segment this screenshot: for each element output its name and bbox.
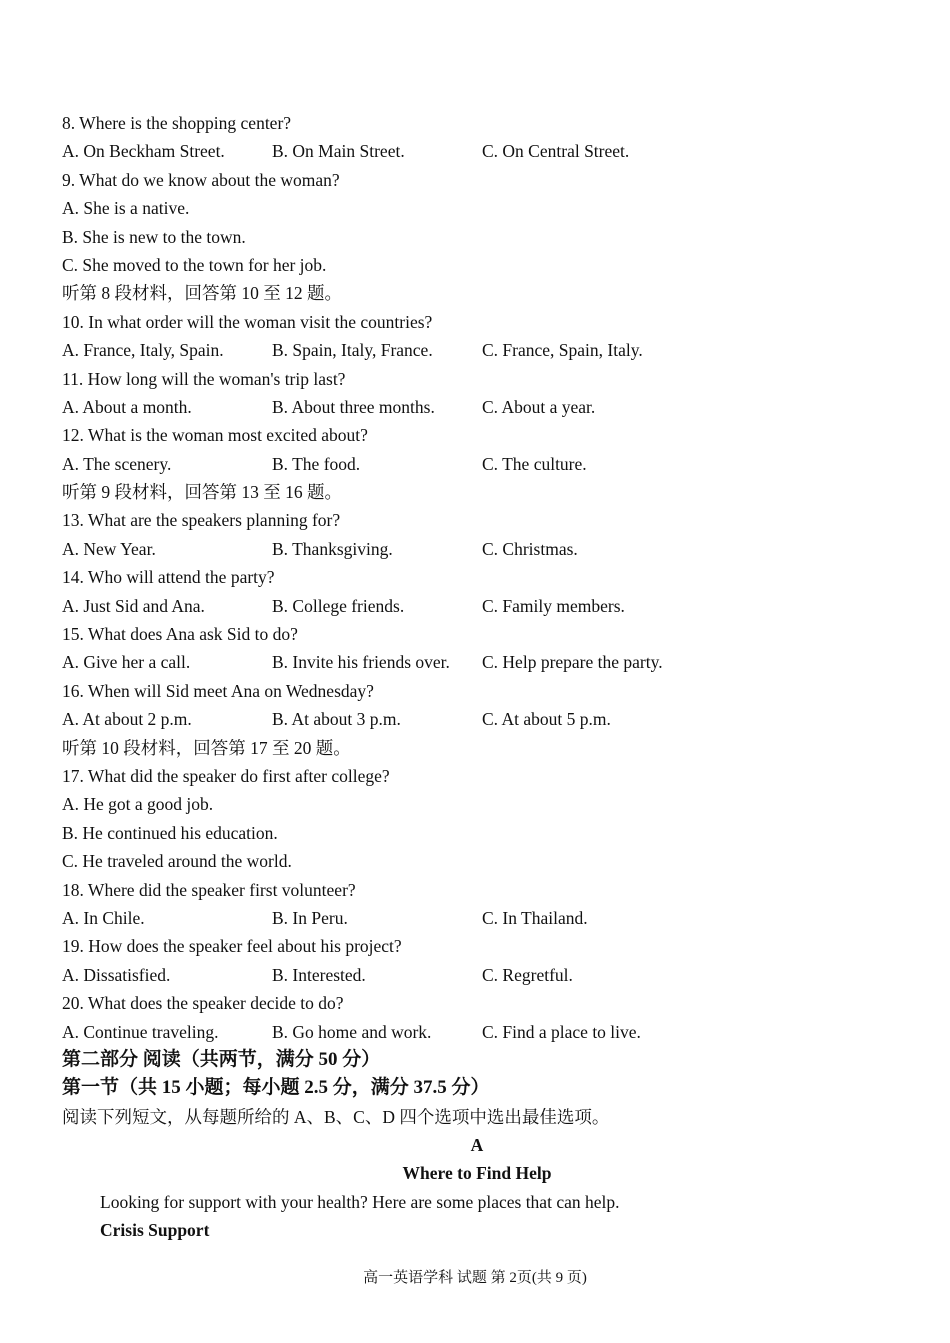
text-line: 20. What does the speaker decide to do? [62, 993, 344, 1014]
document-body [62, 109, 892, 1245]
option-b: B. About three months. [272, 396, 435, 417]
text-line: A. She is a native. [62, 198, 190, 219]
option-a: A. Just Sid and Ana. [62, 595, 205, 616]
option-c: C. Christmas. [482, 538, 578, 559]
text-line: 14. Who will attend the party? [62, 567, 275, 588]
option-b: B. In Peru. [272, 907, 348, 928]
option-c: C. About a year. [482, 396, 596, 417]
text-line: 18. Where did the speaker first volunteer? [62, 879, 356, 900]
text-line: 阅读下列短文，从每题所给的 A、B、C、D 四个选项中选出最佳选项。 [62, 1106, 610, 1127]
section-heading: 第一节（共 15 小题；每小题 2.5 分，满分 37.5 分） [62, 1077, 490, 1099]
text-line: C. She moved to the town for her job. [62, 254, 327, 275]
option-b: B. Interested. [272, 964, 366, 985]
option-c: C. France, Spain, Italy. [482, 340, 643, 361]
text-line: 15. What does Ana ask Sid to do? [62, 624, 298, 645]
option-a: A. France, Italy, Spain. [62, 340, 224, 361]
option-a: A. Continue traveling. [62, 1021, 219, 1042]
option-b: B. Go home and work. [272, 1021, 432, 1042]
option-c: C. At about 5 p.m. [482, 709, 611, 730]
section-heading: 第二部分 阅读（共两节，满分 50 分） [62, 1048, 381, 1070]
option-c: C. In Thailand. [482, 907, 588, 928]
option-c: C. Family members. [482, 595, 625, 616]
answer-options-row [62, 705, 892, 733]
text-line: 听第 10 段材料，回答第 17 至 20 题。 [62, 737, 351, 758]
option-c: C. The culture. [482, 453, 587, 474]
option-b: B. At about 3 p.m. [272, 709, 401, 730]
option-a: A. In Chile. [62, 907, 145, 928]
subheading: Crisis Support [100, 1220, 210, 1241]
text-line: 17. What did the speaker do first after college? [62, 765, 390, 786]
text-line: 9. What do we know about the woman? [62, 169, 340, 190]
text-line: B. She is new to the town. [62, 226, 246, 247]
option-c: C. Regretful. [482, 964, 573, 985]
option-a: A. About a month. [62, 396, 192, 417]
option-a: A. Dissatisfied. [62, 964, 171, 985]
option-a: A. The scenery. [62, 453, 172, 474]
page-footer: 高一英语学科 试题 第 2页(共 9 页) [363, 1270, 587, 1286]
answer-options-row [62, 535, 892, 563]
option-b: B. The food. [272, 453, 361, 474]
answer-options-row [62, 137, 892, 165]
option-a: A. On Beckham Street. [62, 141, 225, 162]
text-line: C. He traveled around the world. [62, 851, 292, 872]
answer-options-row [62, 336, 892, 364]
option-b: B. On Main Street. [272, 141, 405, 162]
answer-options-row [62, 961, 892, 989]
paragraph-line: Looking for support with your health? Here are some places that can help. [100, 1191, 620, 1212]
option-c: C. On Central Street. [482, 141, 630, 162]
text-line: 11. How long will the woman's trip last? [62, 368, 346, 389]
text-line: 10. In what order will the woman visit the countries? [62, 311, 433, 332]
text-line: 听第 9 段材料，回答第 13 至 16 题。 [62, 482, 342, 503]
option-c: C. Help prepare the party. [482, 652, 663, 673]
answer-options-row [62, 450, 892, 478]
option-b: B. Spain, Italy, France. [272, 340, 433, 361]
text-line: 16. When will Sid meet Ana on Wednesday? [62, 680, 374, 701]
text-line: 12. What is the woman most excited about? [62, 425, 368, 446]
answer-options-row [62, 648, 892, 676]
option-b: B. Thanksgiving. [272, 538, 393, 559]
option-a: A. New Year. [62, 538, 156, 559]
text-line: 19. How does the speaker feel about his project? [62, 936, 402, 957]
option-c: C. Find a place to live. [482, 1021, 641, 1042]
text-line: 听第 8 段材料，回答第 10 至 12 题。 [62, 283, 342, 304]
answer-options-row [62, 393, 892, 421]
text-line: A. He got a good job. [62, 794, 214, 815]
centered-title: Where to Find Help [402, 1163, 552, 1184]
option-b: B. College friends. [272, 595, 405, 616]
option-b: B. Invite his friends over. [272, 652, 450, 673]
option-a: A. Give her a call. [62, 652, 191, 673]
option-a: A. At about 2 p.m. [62, 709, 192, 730]
centered-title: A [470, 1135, 484, 1156]
answer-options-row [62, 1018, 892, 1046]
text-line: 8. Where is the shopping center? [62, 113, 292, 133]
text-line: B. He continued his education. [62, 822, 278, 843]
answer-options-row [62, 592, 892, 620]
text-line: 13. What are the speakers planning for? [62, 510, 341, 531]
answer-options-row [62, 904, 892, 932]
